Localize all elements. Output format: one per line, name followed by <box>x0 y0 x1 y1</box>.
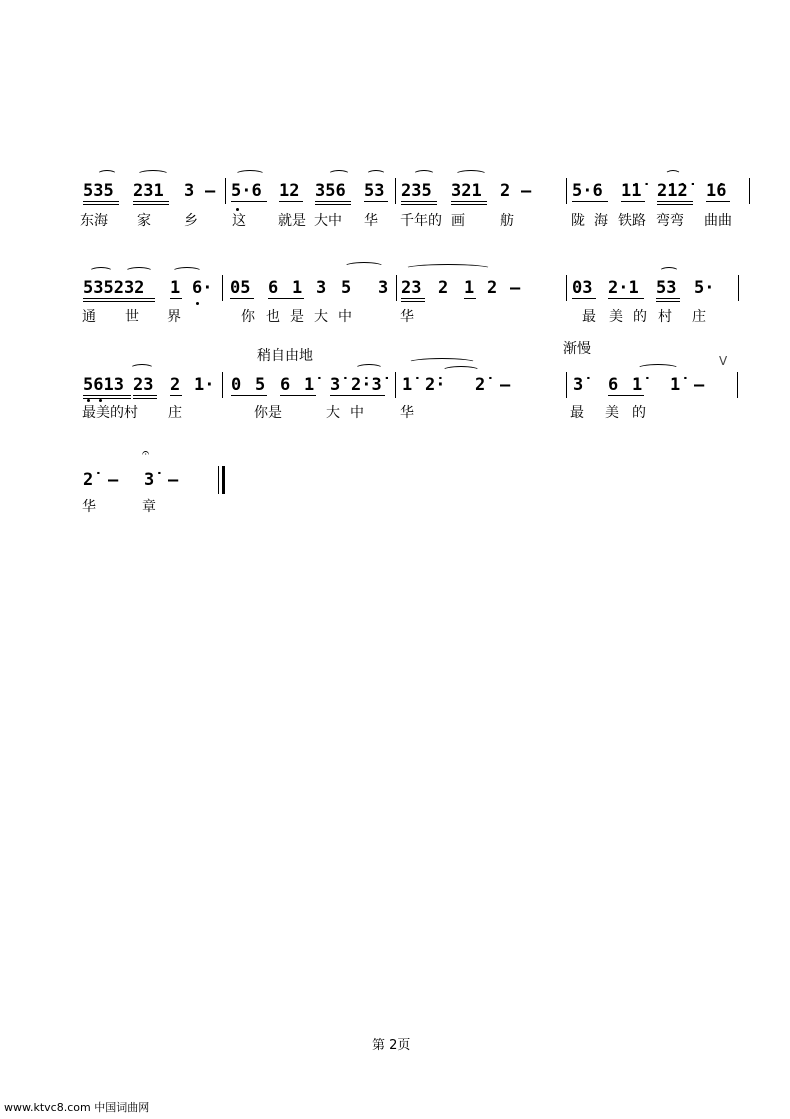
site-watermark: www.ktvc8.com 中国词曲网 <box>4 1101 150 1114</box>
slur <box>355 364 383 373</box>
dash: – <box>168 470 179 490</box>
lyric: 也 <box>266 309 280 325</box>
note-group: 535232 <box>83 278 145 298</box>
note: 1 <box>292 278 303 298</box>
underline <box>268 298 304 299</box>
note: 2 <box>500 181 511 201</box>
note: 2̇ <box>83 470 94 490</box>
note-group: 2·1 <box>608 278 639 298</box>
octave-dot <box>236 208 239 211</box>
note-group: 5·6 <box>231 181 262 201</box>
note: 1̇ <box>304 375 315 395</box>
underline <box>657 201 693 202</box>
underline <box>83 201 119 202</box>
lyric: 中 <box>338 309 352 325</box>
lyric: 中 <box>350 405 364 421</box>
barline <box>395 178 396 204</box>
lyric: 庄 <box>692 309 706 325</box>
underline <box>656 298 680 299</box>
underline <box>280 395 316 396</box>
slur <box>97 170 117 179</box>
underline <box>364 201 388 202</box>
barline <box>749 178 750 204</box>
barline <box>396 275 397 301</box>
note-group: 535 <box>83 181 114 201</box>
note: 1̇ <box>632 375 643 395</box>
note-group: 5613 <box>83 375 124 395</box>
lyric: 的 <box>633 309 647 325</box>
note-group: 1̇1̇ <box>621 181 642 201</box>
slur <box>172 267 202 276</box>
final-barline-thin <box>218 466 219 494</box>
lyric: 这 <box>232 213 246 229</box>
slur <box>89 267 113 276</box>
barline <box>395 372 396 398</box>
lyric: 是 <box>290 309 304 325</box>
slur <box>328 170 350 179</box>
underline <box>133 204 169 205</box>
note-group: 12 <box>279 181 300 201</box>
underline <box>133 398 157 399</box>
dash: – <box>694 375 705 395</box>
underline <box>279 201 303 202</box>
underline <box>83 301 155 302</box>
note: 5 <box>341 278 352 298</box>
note: 3̇ <box>144 470 155 490</box>
dash: – <box>521 181 532 201</box>
underline <box>315 201 351 202</box>
underline <box>657 204 693 205</box>
note-group: 235 <box>401 181 432 201</box>
note: 3 <box>316 278 327 298</box>
underline <box>608 298 644 299</box>
lyric: 最 <box>582 309 596 325</box>
lyric: 东海 <box>80 213 108 229</box>
note: 2̇ <box>475 375 486 395</box>
lyric: 大中 <box>314 213 342 229</box>
barline <box>566 372 567 398</box>
note: 2 <box>487 278 498 298</box>
barline <box>566 275 567 301</box>
note-group: 05 <box>230 278 251 298</box>
lyric: 通 <box>82 309 96 325</box>
note: 5· <box>694 278 715 298</box>
lyric: 华 <box>364 213 378 229</box>
note: 3 <box>184 181 195 201</box>
note: 1̇ <box>670 375 681 395</box>
underline <box>330 395 385 396</box>
tempo-marking: 稍自由地 <box>257 348 313 364</box>
underline <box>231 201 267 202</box>
note-group: 23 <box>401 278 422 298</box>
underline <box>401 301 425 302</box>
lyric: 你 <box>241 309 255 325</box>
underline <box>83 298 155 299</box>
note-group: 5·6 <box>572 181 603 201</box>
underline <box>572 201 608 202</box>
fermata-icon: 𝄐 <box>142 446 150 461</box>
note: 1 <box>170 278 181 298</box>
lyric: 乡 <box>184 213 198 229</box>
note: 3̇ <box>573 375 584 395</box>
lyric: 大 <box>326 405 340 421</box>
slur <box>442 366 480 375</box>
lyric: 美 <box>605 405 619 421</box>
note-group: 23 <box>133 375 154 395</box>
underline <box>83 398 131 399</box>
barline <box>222 275 223 301</box>
dash: – <box>205 181 216 201</box>
lyric: 村 <box>658 309 672 325</box>
breath-mark: V <box>719 354 728 368</box>
lyric: 大 <box>314 309 328 325</box>
lyric: 铁路 <box>618 213 646 229</box>
note: 2 <box>170 375 181 395</box>
slur <box>413 170 435 179</box>
note-group: 53 <box>364 181 385 201</box>
barline <box>566 178 567 204</box>
underline <box>133 395 157 396</box>
slur <box>637 364 679 373</box>
underline <box>706 201 730 202</box>
note-group: 53 <box>656 278 677 298</box>
underline <box>83 204 119 205</box>
lyric: 庄 <box>168 405 182 421</box>
barline <box>738 275 739 301</box>
note: 1̇ <box>402 375 413 395</box>
slur <box>405 264 491 273</box>
slur <box>130 364 154 373</box>
lyric: 最 <box>570 405 584 421</box>
underline <box>621 201 645 202</box>
note: 3̇ <box>330 375 341 395</box>
barline <box>222 372 223 398</box>
note: 3 <box>378 278 389 298</box>
underline <box>133 201 169 202</box>
note-group: 321 <box>451 181 482 201</box>
note: 5 <box>255 375 266 395</box>
note-group: 2̇1̇2̇ <box>657 181 688 201</box>
lyric: 华 <box>400 405 414 421</box>
octave-dot <box>99 399 102 402</box>
note: 1· <box>194 375 215 395</box>
dash: – <box>500 375 511 395</box>
underline <box>231 395 267 396</box>
lyric: 弯弯 <box>656 213 684 229</box>
lyric: 华 <box>400 309 414 325</box>
underline <box>401 201 437 202</box>
underline <box>401 204 437 205</box>
lyric: 陇 <box>571 213 585 229</box>
note: 1 <box>464 278 475 298</box>
lyric: 海 <box>594 213 608 229</box>
lyric: 世 <box>125 309 139 325</box>
lyric: 画 <box>451 213 465 229</box>
underline <box>572 298 596 299</box>
underline <box>401 298 425 299</box>
lyric: 千年的 <box>400 213 442 229</box>
underline <box>451 204 487 205</box>
slur <box>344 262 384 271</box>
note-group: 231 <box>133 181 164 201</box>
barline <box>225 178 226 204</box>
note: 6 <box>268 278 279 298</box>
note-group: 1̇6 <box>706 181 727 201</box>
underline <box>170 298 182 299</box>
note: 0 <box>231 375 242 395</box>
underline <box>83 395 131 396</box>
underline <box>230 298 254 299</box>
lyric: 就是 <box>278 213 306 229</box>
lyric: 最美的村 <box>82 405 138 421</box>
note: 6· <box>192 278 213 298</box>
underline <box>656 301 680 302</box>
note: 6 <box>608 375 619 395</box>
slur <box>659 267 679 276</box>
slur <box>455 170 487 179</box>
lyric: 的 <box>632 405 646 421</box>
note: 2̇· <box>425 375 446 395</box>
tempo-marking: 渐慢 <box>563 341 591 357</box>
underline <box>170 395 182 396</box>
octave-dot <box>196 302 199 305</box>
lyric: 曲曲 <box>704 213 732 229</box>
underline <box>315 204 351 205</box>
lyric: 家 <box>137 213 151 229</box>
lyric: 美 <box>609 309 623 325</box>
lyric: 华 <box>82 499 96 515</box>
underline <box>464 298 476 299</box>
underline <box>451 201 487 202</box>
slur <box>137 170 169 179</box>
underline <box>608 395 644 396</box>
note-group: 2̇·3̇ <box>351 375 382 395</box>
lyric: 舫 <box>500 213 514 229</box>
slur <box>125 267 153 276</box>
dash: – <box>510 278 521 298</box>
lyric: 界 <box>167 309 181 325</box>
lyric: 章 <box>142 499 156 515</box>
slur <box>366 170 386 179</box>
dash: – <box>108 470 119 490</box>
octave-dot <box>87 399 90 402</box>
page-number: 第 2页 <box>372 1038 411 1053</box>
note-group: 356 <box>315 181 346 201</box>
lyric: 你是 <box>254 405 282 421</box>
slur <box>665 170 681 179</box>
final-barline-thick <box>222 466 225 494</box>
note: 6 <box>280 375 291 395</box>
slur <box>235 170 265 179</box>
note: 2 <box>438 278 449 298</box>
note-group: 03 <box>572 278 593 298</box>
barline <box>737 372 738 398</box>
